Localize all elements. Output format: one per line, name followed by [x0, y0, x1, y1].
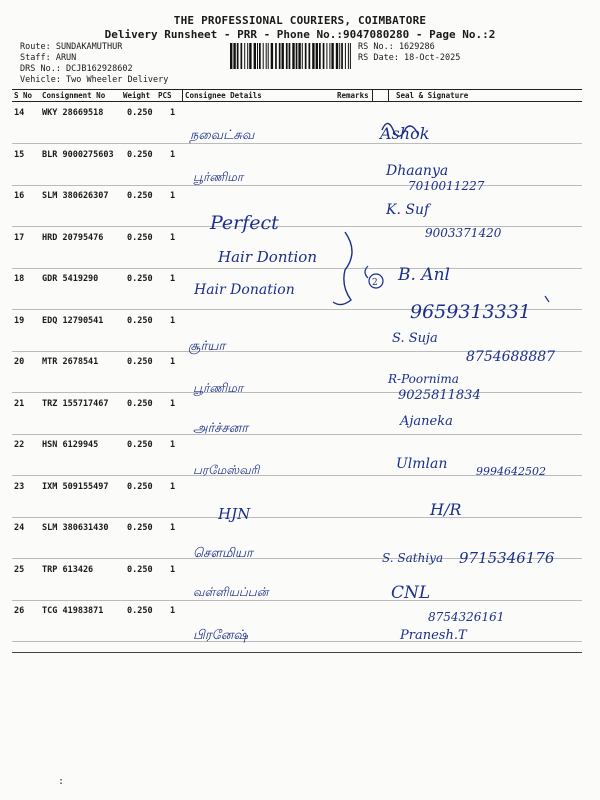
phone-handwriting: 9659313331 [410, 301, 531, 323]
consignment-number: MTR 2678541 [42, 357, 99, 367]
consignee-handwriting: Hair Donation [194, 282, 295, 298]
consignment-number: HSN 6129945 [42, 440, 99, 450]
pieces-count: 1 [170, 523, 176, 533]
consignee-handwriting: HJN [218, 505, 251, 523]
weight-value: 0.250 [127, 149, 153, 160]
serial-number: 23 [14, 481, 25, 492]
document-subtitle: Delivery Runsheet - PRR - Phone No.:9047080280 - Page No.:2 [104, 28, 496, 41]
col-remarks: Remarks [337, 91, 369, 100]
signature-handwriting: S. Suja [392, 331, 438, 346]
phone-handwriting: 8754688887 [466, 349, 556, 365]
rs-date-field: RS Date: 18-Oct-2025 [358, 53, 461, 63]
col-sno: S No [14, 91, 33, 100]
weight-value: 0.250 [127, 108, 153, 118]
serial-number: 17 [14, 232, 25, 243]
pieces-count: 1 [170, 440, 176, 450]
consignee-handwriting: பூர்ணிமா [193, 170, 244, 184]
serial-number: 14 [14, 108, 25, 118]
col-weight: Weight [123, 91, 151, 100]
weight-value: 0.250 [127, 274, 153, 284]
consignment-number: TRP 613426 [42, 564, 94, 575]
serial-number: 21 [14, 398, 25, 409]
pieces-count: 1 [170, 232, 176, 243]
signature-handwriting: Ajaneka [400, 414, 453, 429]
col-consignee: Consignee Details [185, 91, 262, 100]
phone-handwriting: 9025811834 [398, 388, 481, 403]
pieces-count: 1 [170, 398, 176, 409]
weight-value: 0.250 [127, 523, 153, 533]
signature-handwriting: B. Anl [398, 265, 450, 285]
signature-handwriting: Ashok [380, 124, 430, 143]
drs-field: DRS No.: DCJB162928602 [20, 64, 133, 74]
serial-number: 22 [14, 440, 25, 450]
col-seal: Seal & Signature [396, 91, 469, 100]
pieces-count: 1 [170, 357, 176, 367]
signature-handwriting: K. Suf [386, 202, 430, 218]
weight-value: 0.250 [127, 232, 153, 243]
consignee-handwriting: பரமேஸ்வரி [193, 463, 260, 477]
signature-handwriting: S. Sathiya [382, 551, 444, 565]
consignee-handwriting: சூர்யா [188, 339, 226, 354]
serial-number: 15 [14, 149, 25, 160]
col-pcs: PCS [158, 91, 172, 100]
phone-handwriting: 9994642502 [476, 465, 546, 478]
consignee-handwriting: அர்ச்சனா [193, 421, 249, 436]
pieces-count: 1 [170, 149, 176, 160]
signature-handwriting: H/R [430, 500, 462, 519]
consignment-number: WKY 28669518 [42, 108, 104, 118]
serial-number: 19 [14, 315, 25, 326]
signature-handwriting: Pranesh.T [400, 628, 467, 643]
consignment-number: SLM 380626307 [42, 191, 109, 201]
signature-handwriting: CNL [391, 583, 431, 603]
weight-value: 0.250 [127, 440, 153, 450]
vehicle-field: Vehicle: Two Wheeler Delivery [20, 75, 169, 85]
consignee-handwriting: சௌமியா [193, 546, 253, 561]
rs-number-field: RS No.: 1629286 [358, 42, 435, 52]
consignment-number: IXM 509155497 [42, 481, 109, 492]
consignee-handwriting: பிரனேஷ் [193, 628, 248, 643]
phone-handwriting: 9003371420 [425, 226, 502, 240]
weight-value: 0.250 [127, 191, 153, 201]
pieces-count: 1 [170, 564, 176, 575]
consignment-number: GDR 5419290 [42, 274, 99, 284]
consignment-number: HRD 20795476 [42, 232, 104, 243]
consignment-number: BLR 9000275603 [42, 149, 114, 160]
serial-number: 26 [14, 606, 25, 616]
serial-number: 25 [14, 564, 25, 575]
pieces-count: 1 [170, 481, 176, 492]
pieces-count: 1 [170, 606, 176, 616]
consignment-number: TRZ 155717467 [42, 398, 109, 409]
pieces-count: 1 [170, 274, 176, 284]
weight-value: 0.250 [127, 481, 153, 492]
weight-value: 0.250 [127, 564, 153, 575]
serial-number: 20 [14, 357, 25, 367]
footer-mark: : [58, 776, 65, 787]
signature-handwriting: R-Poornima [388, 372, 459, 386]
serial-number: 24 [14, 523, 25, 533]
signature-handwriting: Ulmlan [396, 456, 448, 472]
phone-handwriting: 7010011227 [408, 179, 485, 193]
pieces-count: 1 [170, 108, 176, 118]
consignee-handwriting: பூர்ணிமா [193, 381, 244, 395]
weight-value: 0.250 [127, 357, 153, 367]
weight-value: 0.250 [127, 606, 153, 616]
consignee-handwriting: வள்ளியப்பன் [193, 585, 269, 599]
consignee-handwriting: Hair Dontion [218, 248, 317, 266]
serial-number: 16 [14, 191, 25, 201]
consignee-handwriting: நவைட்சுவ [190, 128, 255, 143]
weight-value: 0.250 [127, 315, 153, 326]
signature-handwriting: Dhaanya [386, 163, 449, 179]
phone-handwriting: 8754326161 [428, 610, 505, 624]
staff-field: Staff: ARUN [20, 53, 77, 63]
document-title: THE PROFESSIONAL COURIERS, COIMBATORE [173, 14, 427, 27]
circled-number: 2 [372, 278, 378, 288]
consignment-number: EDQ 12790541 [42, 315, 104, 326]
pieces-count: 1 [170, 191, 176, 201]
phone-handwriting: 9715346176 [459, 549, 555, 567]
route-field: Route: SUNDAKAMUTHUR [20, 42, 123, 52]
serial-number: 18 [14, 274, 25, 284]
col-consignment: Consignment No [42, 91, 106, 100]
weight-value: 0.250 [127, 398, 153, 409]
consignment-number: TCG 41983871 [42, 606, 104, 616]
consignee-handwriting: Perfect [210, 212, 279, 234]
pieces-count: 1 [170, 315, 176, 326]
consignment-number: SLM 380631430 [42, 523, 109, 533]
